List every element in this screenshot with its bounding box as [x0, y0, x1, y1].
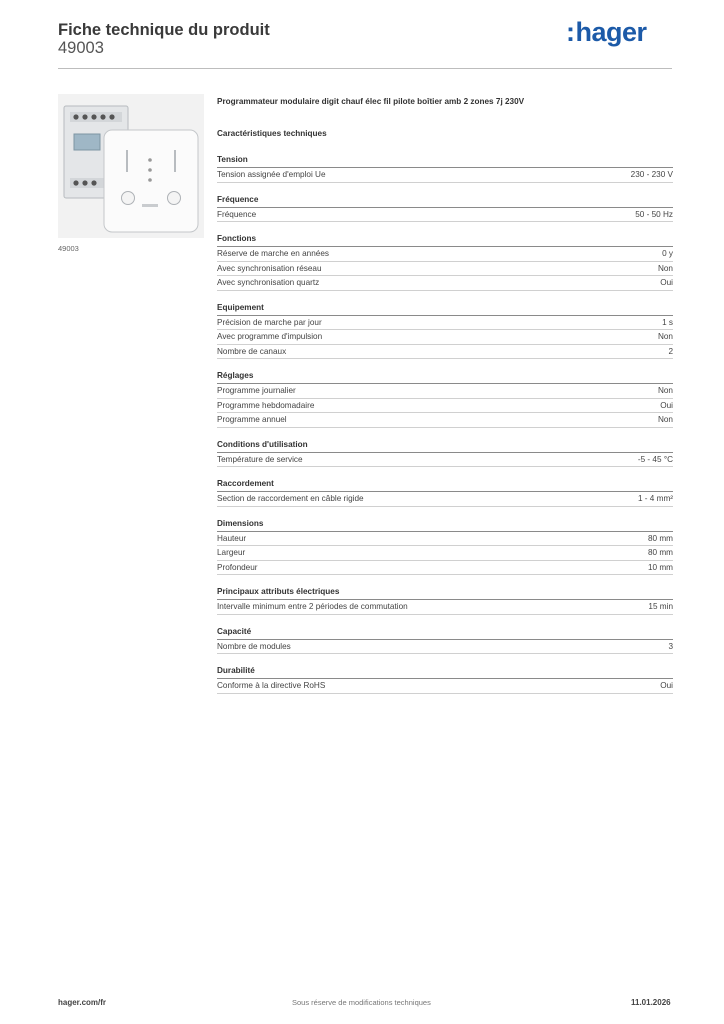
spec-value: 80 mm: [647, 548, 673, 557]
spec-section: [217, 586, 673, 615]
image-caption: 49003: [58, 244, 79, 253]
spec-value: -5 - 45 °C: [637, 454, 673, 464]
hager-logo: [566, 17, 647, 48]
spec-label: Section de raccordement en câble rigide: [217, 494, 364, 503]
spec-section: [217, 665, 673, 694]
spec-label: Profondeur: [217, 562, 258, 572]
spec-section: [217, 154, 673, 183]
spec-label: Intervalle minimum entre 2 périodes de commutation: [217, 602, 408, 611]
spec-label: Programme hebdomadaire: [217, 400, 315, 410]
spec-label: Fréquence: [217, 209, 257, 219]
spec-section: [217, 302, 673, 360]
section-title: Réglages: [217, 370, 673, 384]
spec-section: [217, 194, 673, 223]
spec-label: Température de service: [217, 454, 303, 464]
spec-section: [217, 370, 673, 428]
spec-value: 230 - 230 V: [630, 170, 673, 179]
spec-value: 1 - 4 mm²: [637, 494, 673, 503]
section-title: Fréquence: [217, 194, 673, 208]
page-title: Fiche technique du produit: [58, 21, 270, 39]
spec-row: [217, 546, 673, 561]
spec-row: [217, 247, 673, 262]
spec-label: Conforme à la directive RoHS: [217, 681, 326, 690]
spec-label: Précision de marche par jour: [217, 317, 322, 327]
logo-text: hager: [575, 17, 647, 47]
section-title: Raccordement: [217, 478, 673, 492]
spec-row: [217, 316, 673, 331]
spec-value: 3: [668, 641, 673, 651]
spec-value: Oui: [660, 278, 673, 287]
spec-value: Oui: [660, 400, 673, 410]
spec-row: [217, 600, 673, 615]
spec-label: Hauteur: [217, 533, 247, 543]
product-code: 49003: [58, 39, 104, 57]
spec-value: 1 s: [662, 317, 673, 327]
spec-row: [217, 640, 673, 655]
header-divider: [58, 68, 672, 69]
section-title: Conditions d'utilisation: [217, 439, 673, 453]
spec-label: Réserve de marche en années: [217, 249, 329, 258]
spec-sections: [217, 154, 673, 694]
spec-value: 80 mm: [647, 533, 673, 543]
spec-row: [217, 679, 673, 694]
product-description: Programmateur modulaire digit chauf élec fil pilote boîtier amb 2 zones 7j 230V: [217, 97, 525, 106]
section-title: Principaux attributs électriques: [217, 586, 673, 600]
spec-row: [217, 330, 673, 345]
spec-row: [217, 276, 673, 291]
spec-row: [217, 453, 673, 468]
characteristics-title: Caractéristiques techniques: [217, 129, 327, 138]
spec-label: Avec synchronisation réseau: [217, 263, 322, 273]
spec-row: [217, 399, 673, 414]
spec-row: [217, 561, 673, 576]
spec-row: [217, 345, 673, 360]
spec-value: Non: [657, 386, 673, 395]
spec-value: 15 min: [648, 602, 673, 611]
product-image: [58, 94, 204, 238]
spec-section: [217, 478, 673, 507]
spec-label: Programme annuel: [217, 415, 287, 424]
spec-section: [217, 518, 673, 576]
spec-label: Programme journalier: [217, 386, 296, 395]
spec-row: [217, 384, 673, 399]
footer-date: 11.01.2026: [631, 998, 671, 1007]
footer-notice: Sous réserve de modifications techniques: [292, 998, 431, 1007]
footer-website: hager.com/fr: [58, 998, 107, 1007]
spec-value: Non: [657, 263, 673, 273]
spec-label: Nombre de modules: [217, 641, 291, 651]
spec-section: [217, 626, 673, 655]
spec-label: Tension assignée d'emploi Ue: [217, 170, 326, 179]
spec-value: 0 y: [662, 249, 673, 258]
spec-row: [217, 532, 673, 547]
spec-label: Largeur: [217, 548, 246, 557]
spec-value: 50 - 50 Hz: [635, 209, 673, 219]
spec-value: 10 mm: [647, 562, 673, 572]
spec-label: Avec synchronisation quartz: [217, 278, 320, 287]
section-title: Durabilité: [217, 665, 673, 679]
spec-row: [217, 262, 673, 277]
spec-row: [217, 492, 673, 507]
product-photo-icon: [58, 94, 204, 238]
section-title: Capacité: [217, 626, 673, 640]
spec-value: Non: [657, 415, 673, 424]
section-title: Equipement: [217, 302, 673, 316]
spec-row: [217, 413, 673, 428]
spec-label: Nombre de canaux: [217, 346, 287, 356]
spec-label: Avec programme d'impulsion: [217, 332, 323, 341]
section-title: Fonctions: [217, 233, 673, 247]
spec-section: [217, 233, 673, 291]
spec-row: [217, 208, 673, 223]
spec-section: [217, 439, 673, 468]
section-title: Dimensions: [217, 518, 673, 532]
spec-value: Oui: [660, 681, 673, 690]
logo-colon-icon: :: [566, 17, 575, 47]
section-title: Tension: [217, 154, 673, 168]
spec-value: 2: [668, 346, 673, 356]
spec-value: Non: [657, 332, 673, 341]
spec-row: [217, 168, 673, 183]
spec-content: [217, 97, 673, 694]
